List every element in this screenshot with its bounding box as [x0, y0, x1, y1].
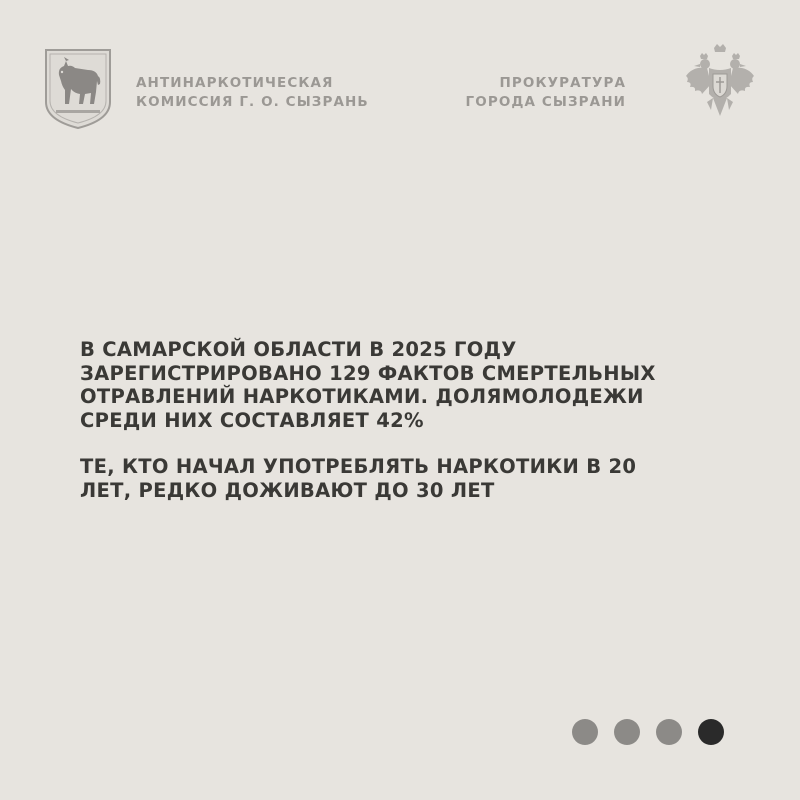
pagination-dot-4[interactable] [698, 719, 724, 745]
paragraph-line: В САМАРСКОЙ ОБЛАСТИ В 2025 ГОДУ [80, 338, 517, 361]
right-org-line-2: ГОРОДА СЫЗРАНИ [465, 94, 626, 110]
paragraph-line: СРЕДИ НИХ СОСТАВЛЯЕТ 42% [80, 408, 424, 432]
paragraph-line: ТЕ, КТО НАЧАЛ УПОТРЕБЛЯТЬ НАРКОТИКИ В 20 [80, 455, 637, 478]
left-org-line-2: КОМИССИЯ Г. О. СЫЗРАНЬ [136, 94, 369, 110]
warning-paragraph [80, 455, 740, 502]
paragraph-line: ЛЕТ, РЕДКО ДОЖИВАЮТ ДО 30 ЛЕТ [80, 478, 495, 502]
prosecutor-office-label [452, 74, 626, 112]
left-org-line-1: АНТИНАРКОТИЧЕСКАЯ [136, 75, 334, 91]
prosecutor-double-headed-eagle-icon [683, 42, 757, 122]
main-message [80, 338, 740, 502]
anti-drug-commission-label [136, 74, 369, 112]
paragraph-line: ОТРАВЛЕНИЙ НАРКОТИКАМИ. ДОЛЯМОЛОДЕЖИ [80, 385, 644, 408]
pagination-dot-2[interactable] [614, 719, 640, 745]
statistics-paragraph [80, 338, 740, 432]
paragraph-line: ЗАРЕГИСТРИРОВАНО 129 ФАКТОВ СМЕРТЕЛЬНЫХ [80, 361, 656, 385]
pagination-dot-1[interactable] [572, 719, 598, 745]
right-org-line-1: ПРОКУРАТУРА [499, 75, 626, 91]
syzran-coat-of-arms-icon [44, 48, 112, 130]
carousel-pagination [572, 719, 724, 745]
pagination-dot-3[interactable] [656, 719, 682, 745]
